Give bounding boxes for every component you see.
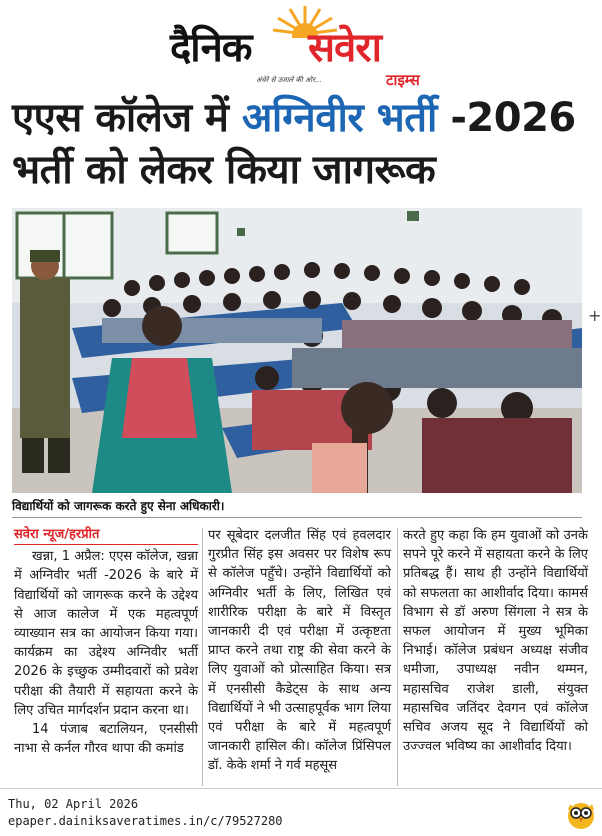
- headline-accent: अग्निवीर भर्ती: [241, 95, 437, 141]
- masthead: [160, 4, 450, 90]
- column-divider: [202, 528, 203, 786]
- owl-icon: [566, 796, 596, 830]
- article-paragraph: 14 पंजाब बटालियन, एनसीसी नाभा से कर्नल गौरव थापा की कमांड: [14, 722, 198, 757]
- footer-url[interactable]: epaper.dainiksaveratimes.in/c/79527280: [8, 814, 283, 828]
- article-column-1: [14, 525, 198, 758]
- plus-icon: +: [588, 306, 602, 325]
- footer-date: Thu, 02 April 2026: [8, 797, 139, 811]
- brand-tagline: अंधेरे से उजाले की ओर...: [256, 76, 322, 84]
- article-paragraph: खन्ना, 1 अप्रैल: एएस कॉलेज, खन्ना में अग्निवीर भर्ती -2026 के बारे में विद्यार्थियों को जागरूक करने के उद्देश्य से आज कालेज में एक महत्वपूर्ण व्याख्यान सत्र का आयोजन किया गया। कार्यक्रम का उद्देश्य अग्निवीर भर्ती 2026 के इच्छुक उम्मीदवारों को प्रवेश परीक्षा की तैयारी में सहायता करने के लिए उचित मार्गदर्शन प्रदान करना था।: [14, 549, 198, 718]
- brand-name-savera: सवेरा: [308, 25, 381, 71]
- article-column-2: [208, 526, 391, 776]
- headline-part-2: -2026: [436, 95, 576, 141]
- footer-divider: [0, 788, 602, 789]
- byline: सवेरा न्यूज/हरप्रीत: [14, 525, 198, 545]
- brand-name-times: टाइम्स: [386, 71, 420, 89]
- column-divider: [397, 528, 398, 786]
- article-paragraph: पर सूबेदार दलजीत सिंह एवं हवलदार गुरप्रीत सिंह इस अवसर पर विशेष रूप से कॉलेज पहुँचे। उन्होंने विद्यार्थियों को अग्निवीर भर्ती के लिए, लिखित एवं शारीरिक परीक्षा के बारे में विस्तृत जानकारी दी एवं परीक्षा में उत्कृष्टता प्राप्त करने तथा राष्ट्र की सेवा करने के लिए युवाओं को प्रोत्साहित किया। सत्र में एनसीसी कैडेट्स के साथ अन्य विद्यार्थियों ने भी उत्साहपूर्वक भाग लिया एवं परीक्षा के बारे में महत्वपूर्ण जानकारी हासिल की। कॉलेज प्रिंसिपल डॉ. केके शर्मा ने गर्व महसूस: [208, 528, 391, 774]
- headline-part-1: एएस कॉलेज में: [12, 95, 242, 141]
- headline-line-2: भर्ती को लेकर किया जागरूक: [12, 147, 436, 193]
- brand-name-dainik: दैनिक: [170, 25, 252, 71]
- headline: [12, 92, 592, 196]
- article-paragraph: करते हुए कहा कि हम युवाओं को उनके सपने पूरे करने में सहायता करने के लिए प्रतिबद्ध हैं। साथ ही उन्होंने विद्यार्थियों को सफलता का आशीर्वाद दिया। कामर्स विभाग से डॉ अरुण सिंगला ने सत्र के सफल आयोजन में मुख्य भूमिका निभाई। कॉलेज प्रबंधन अध्यक्ष संजीव धमीजा, उपाध्यक्ष नवीन थम्मन, महासचिव राजेश डाली, संयुक्त महासचिव जतिंदर देवगन एवं कॉलेज सचिव अजय सूद ने विद्यार्थियों को उज्ज्वल भविष्य का आशीर्वाद दिया।: [403, 528, 588, 755]
- headline-line-1: [12, 92, 592, 144]
- news-photo: [12, 208, 582, 493]
- photo-caption: विद्यार्थियों को जागरूक करते हुए सेना अधिकारी।: [12, 497, 582, 518]
- article-column-3: [403, 526, 588, 756]
- classroom-photo-image: [12, 208, 582, 493]
